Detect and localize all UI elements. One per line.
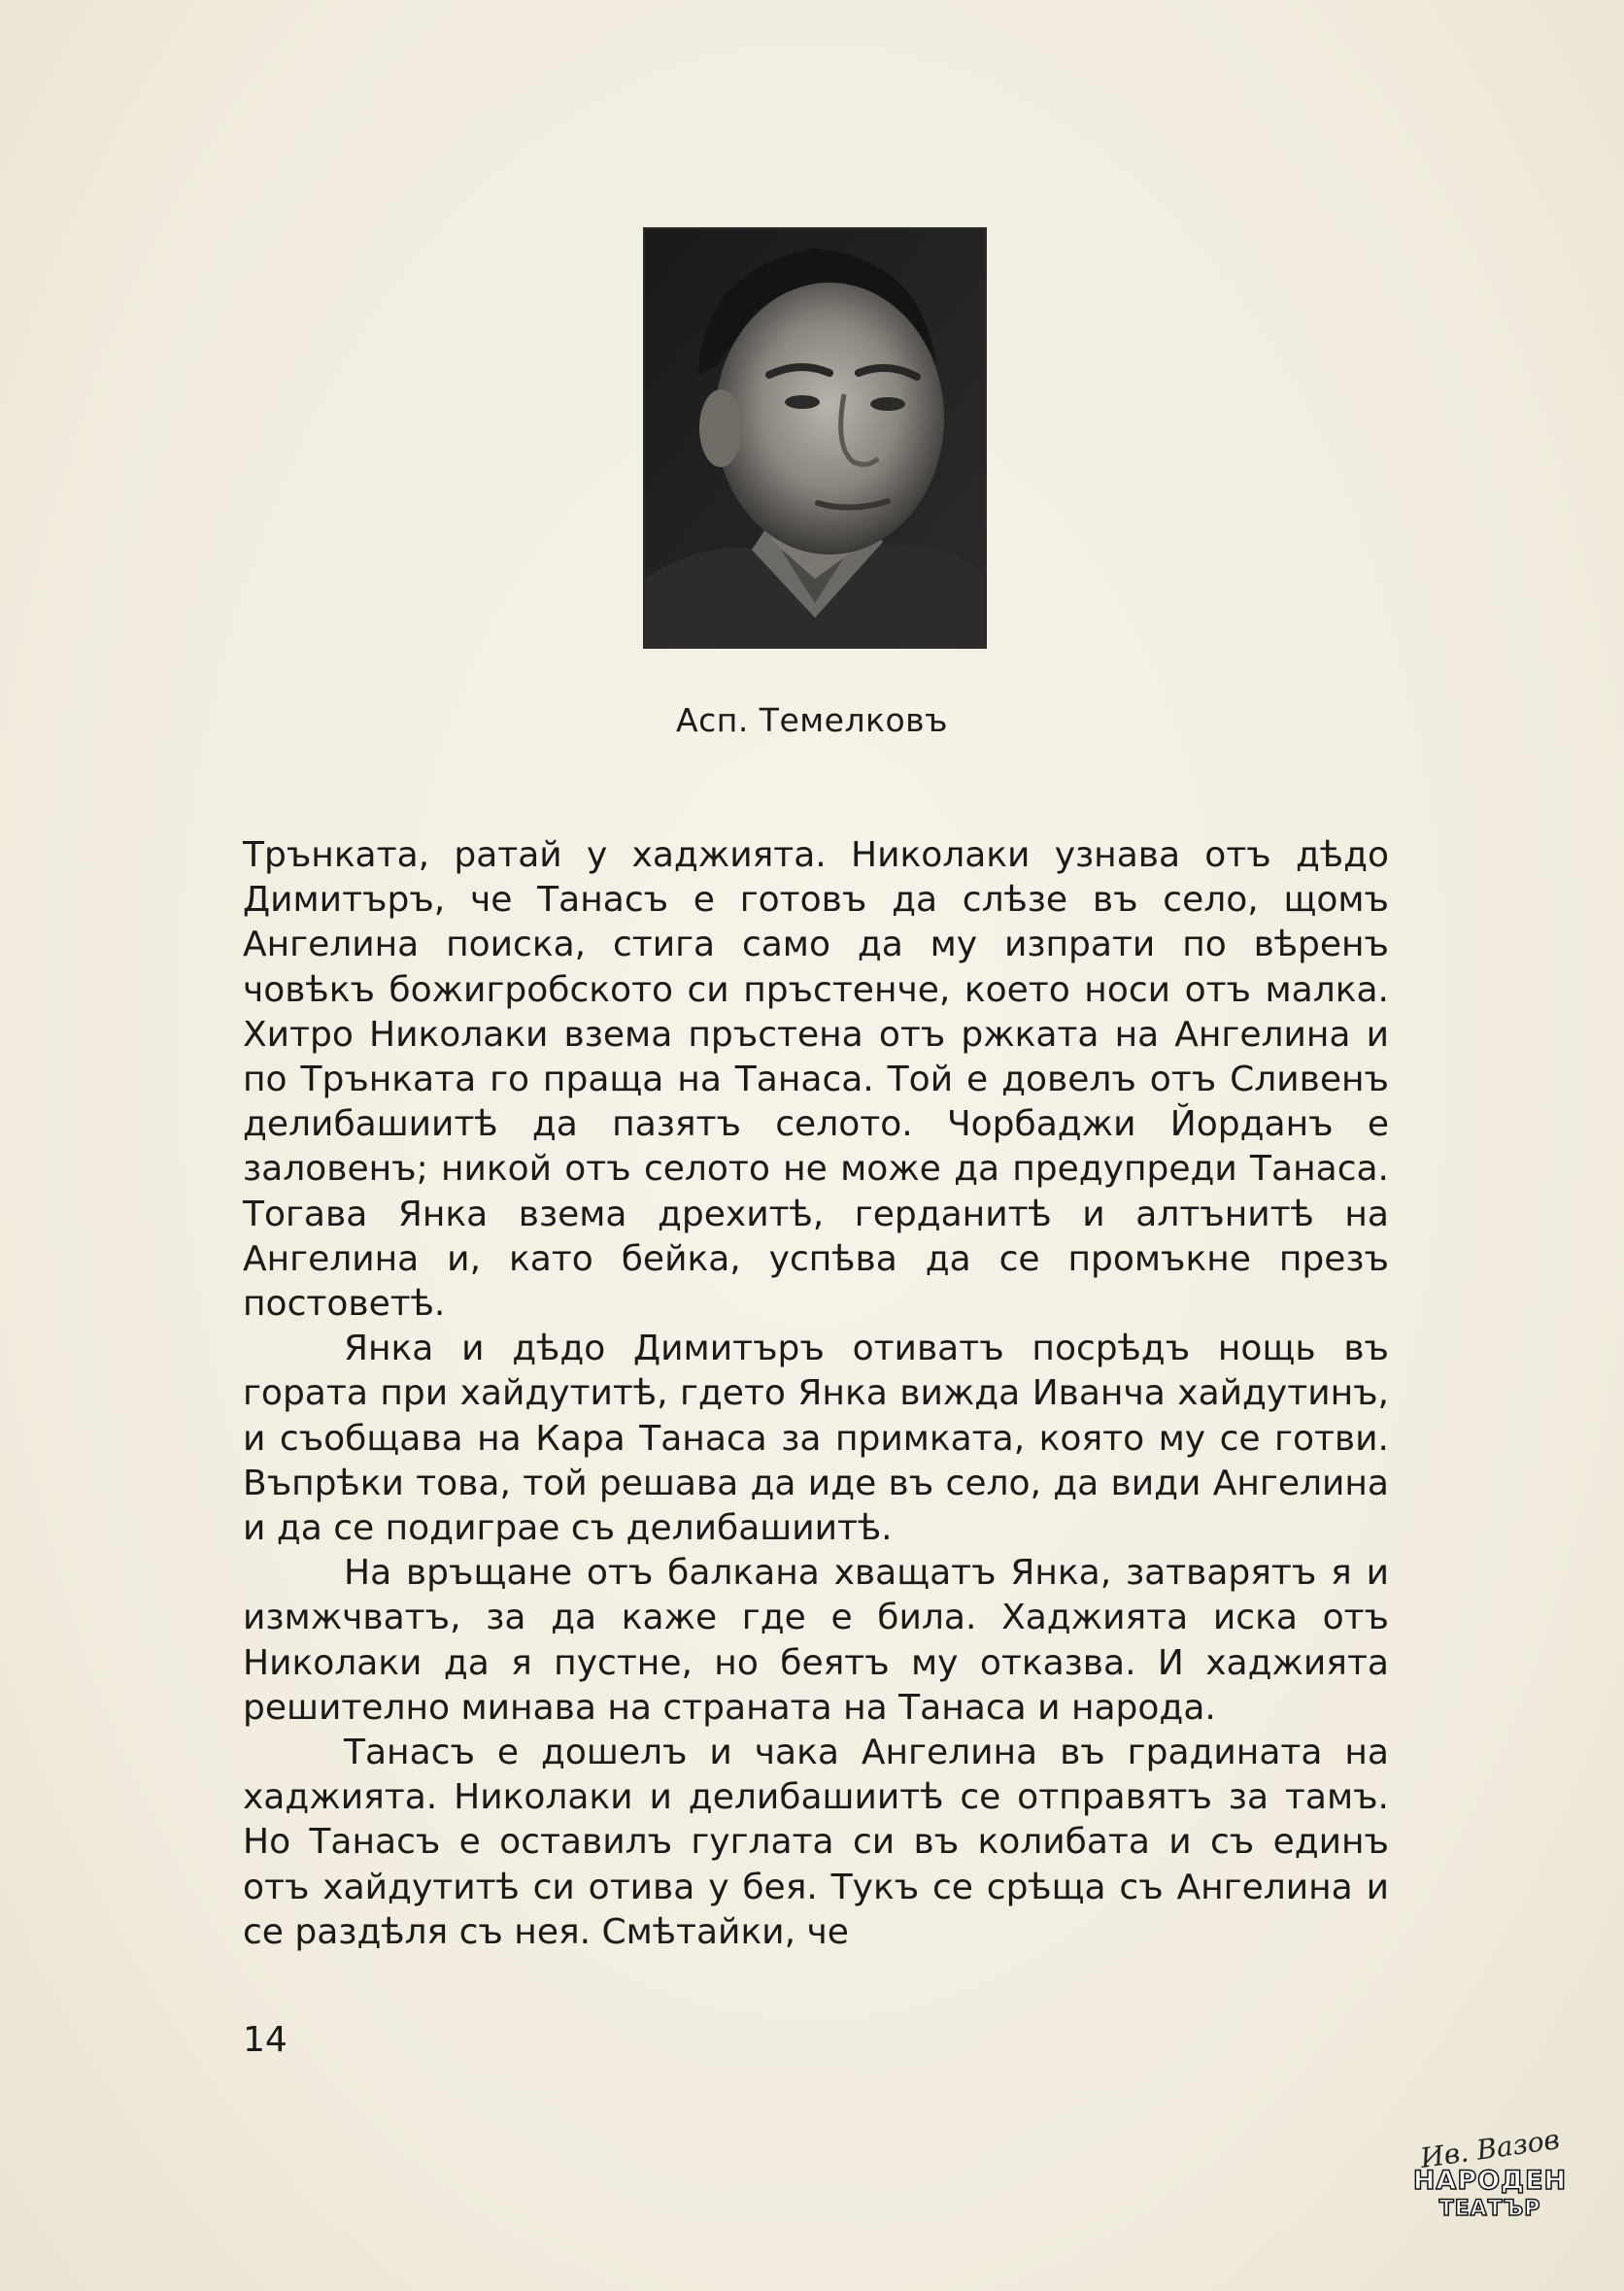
photo-caption: Асп. Темелковъ <box>676 701 948 739</box>
portrait-image <box>645 229 985 647</box>
logo-line-2: ТЕАТЪР <box>1438 2197 1541 2221</box>
page-number: 14 <box>243 2020 288 2060</box>
logo-line-1: НАРОДЕН <box>1412 2166 1568 2196</box>
logo-signature: Ив. Вазов <box>1418 2123 1562 2174</box>
paragraph: Трънката, ратай у хаджията. Николаки узнава отъ дѣдо Димитъръ, че Танасъ е готовъ да слѣзе въ село, щомъ Ангелина поиска, стига само да му изпрати по вѣренъ човѣкъ божигробското си пръстенче, което носи отъ малка. Хитро Николаки взема пръстена отъ ржката на Ангелина и по Трънката го праща на Танаса. Той е довелъ отъ Сливенъ делибашиитѣ да пазятъ селото. Чорбаджи Йорданъ е заловенъ; никой отъ селото не може да предупреди Танаса. Тогава Янка взема дрехитѣ, герданитѣ и алтънитѣ на Ангелина и, като бейка, успѣва да се промъкне презъ постоветѣ. <box>243 835 1389 1325</box>
paragraph: Танасъ е дошелъ и чака Ангелина въ градината на хаджията. Николаки и делибашиитѣ се отправятъ за тамъ. Но Танасъ е оставилъ гуглата си въ колибата и съ единъ отъ хайдутитѣ си отива у бея. Тукъ се срѣща съ Ангелина и се раздѣля съ нея. Смѣтайки, че <box>243 1733 1389 1952</box>
theatre-logo <box>1406 2123 1573 2247</box>
paragraph: На връщане отъ балкана хващатъ Янка, затварятъ я и измжчватъ, за да каже где е била. Хаджията иска отъ Николаки да я пустне, но беятъ му отказва. И хаджията решително минава на страната на Танаса и народа. <box>243 1553 1389 1728</box>
portrait-photo <box>645 229 985 647</box>
body-text <box>243 833 1389 1955</box>
paragraph: Янка и дѣдо Димитъръ отиватъ посрѣдъ нощь въ гората при хайдутитѣ, гдето Янка вижда Иванча хайдутинъ, и съобщава на Кара Танаса за примката, която му се готви. Въпрѣки това, той решава да иде въ село, да види Ангелина и да се подиграе съ делибашиитѣ. <box>243 1329 1389 1549</box>
